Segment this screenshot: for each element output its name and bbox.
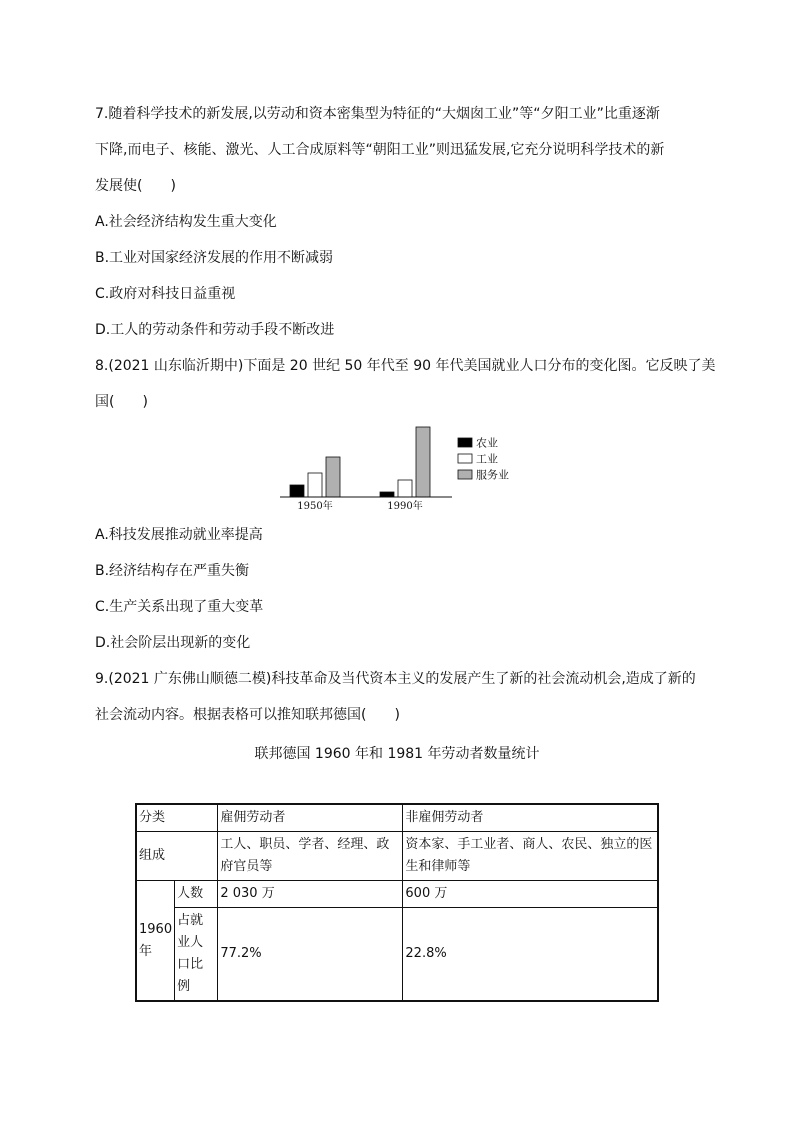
bar-农业-1950年 (290, 485, 304, 497)
table-row (136, 804, 658, 832)
legend-label-服务业: 服务业 (476, 468, 509, 482)
legend-label-农业: 农业 (476, 436, 498, 450)
employment-bar-chart (280, 418, 520, 514)
legend-swatch-工业 (458, 454, 472, 463)
q8-option-c: C.生产关系出现了重大变革 (95, 599, 264, 615)
legend-label-工业: 工业 (476, 452, 498, 466)
bar-农业-1990年 (380, 492, 394, 497)
share-nonemployed: 22.8% (403, 908, 658, 1002)
composition-employed: 工人、职员、学者、经理、政府官员等 (218, 832, 403, 881)
table-row (136, 881, 658, 908)
header-nonemployed: 非雇佣劳动者 (403, 804, 658, 832)
legend-swatch-服务业 (458, 470, 472, 479)
header-employed: 雇佣劳动者 (218, 804, 403, 832)
q7-option-c: C.政府对科技日益重视 (95, 286, 236, 302)
header-category: 分类 (136, 804, 218, 832)
bar-工业-1950年 (308, 473, 322, 497)
share-employed: 77.2% (218, 908, 403, 1002)
q7-line-3: 发展使( ) (95, 178, 176, 194)
row-share-label: 占就业人口比例 (175, 908, 218, 1002)
legend-swatch-农业 (458, 438, 472, 447)
year-1960-label: 1960 年 (136, 881, 175, 1002)
table-row (136, 832, 658, 881)
composition-nonemployed: 资本家、手工业者、商人、农民、独立的医生和律师等 (403, 832, 658, 881)
row-composition-label: 组成 (136, 832, 218, 881)
bar-服务业-1990年 (416, 427, 430, 497)
q9-line-2: 社会流动内容。根据表格可以推知联邦德国( ) (95, 707, 400, 723)
row-count-label: 人数 (175, 881, 218, 908)
q9-line-1: 9.(2021 广东佛山顺德二模)科技革命及当代资本主义的发展产生了新的社会流动机会,造成了新的 (95, 671, 696, 687)
q8-line-2: 国( ) (95, 394, 148, 410)
q7-option-a: A.社会经济结构发生重大变化 (95, 214, 277, 230)
table-title: 联邦德国 1960 年和 1981 年劳动者数量统计 (254, 746, 540, 762)
bar-服务业-1950年 (326, 457, 340, 497)
q7-option-b: B.工业对国家经济发展的作用不断减弱 (95, 250, 334, 266)
q7-option-d: D.工人的劳动条件和劳动手段不断改进 (95, 322, 335, 338)
table-row (136, 908, 658, 1002)
q8-line-1: 8.(2021 山东临沂期中)下面是 20 世纪 50 年代至 90 年代美国就业人口分布的变化图。它反映了美 (95, 358, 716, 374)
q7-line-1: 7.随着科学技术的新发展,以劳动和资本密集型为特征的“大烟囱工业”等“夕阳工业”比重逐渐 (95, 106, 660, 122)
q8-option-a: A.科技发展推动就业率提高 (95, 527, 263, 543)
x-tick-label: 1950年 (297, 501, 333, 512)
labor-statistics-table (135, 803, 659, 1002)
q7-line-2: 下降,而电子、核能、激光、人工合成原料等“朝阳工业”则迅猛发展,它充分说明科学技术的新 (95, 142, 665, 158)
count-employed: 2 030 万 (218, 881, 403, 908)
q8-option-d: D.社会阶层出现新的变化 (95, 635, 251, 651)
bar-工业-1990年 (398, 480, 412, 497)
x-tick-label: 1990年 (387, 501, 423, 512)
count-nonemployed: 600 万 (403, 881, 658, 908)
q8-option-b: B.经济结构存在严重失衡 (95, 563, 250, 579)
